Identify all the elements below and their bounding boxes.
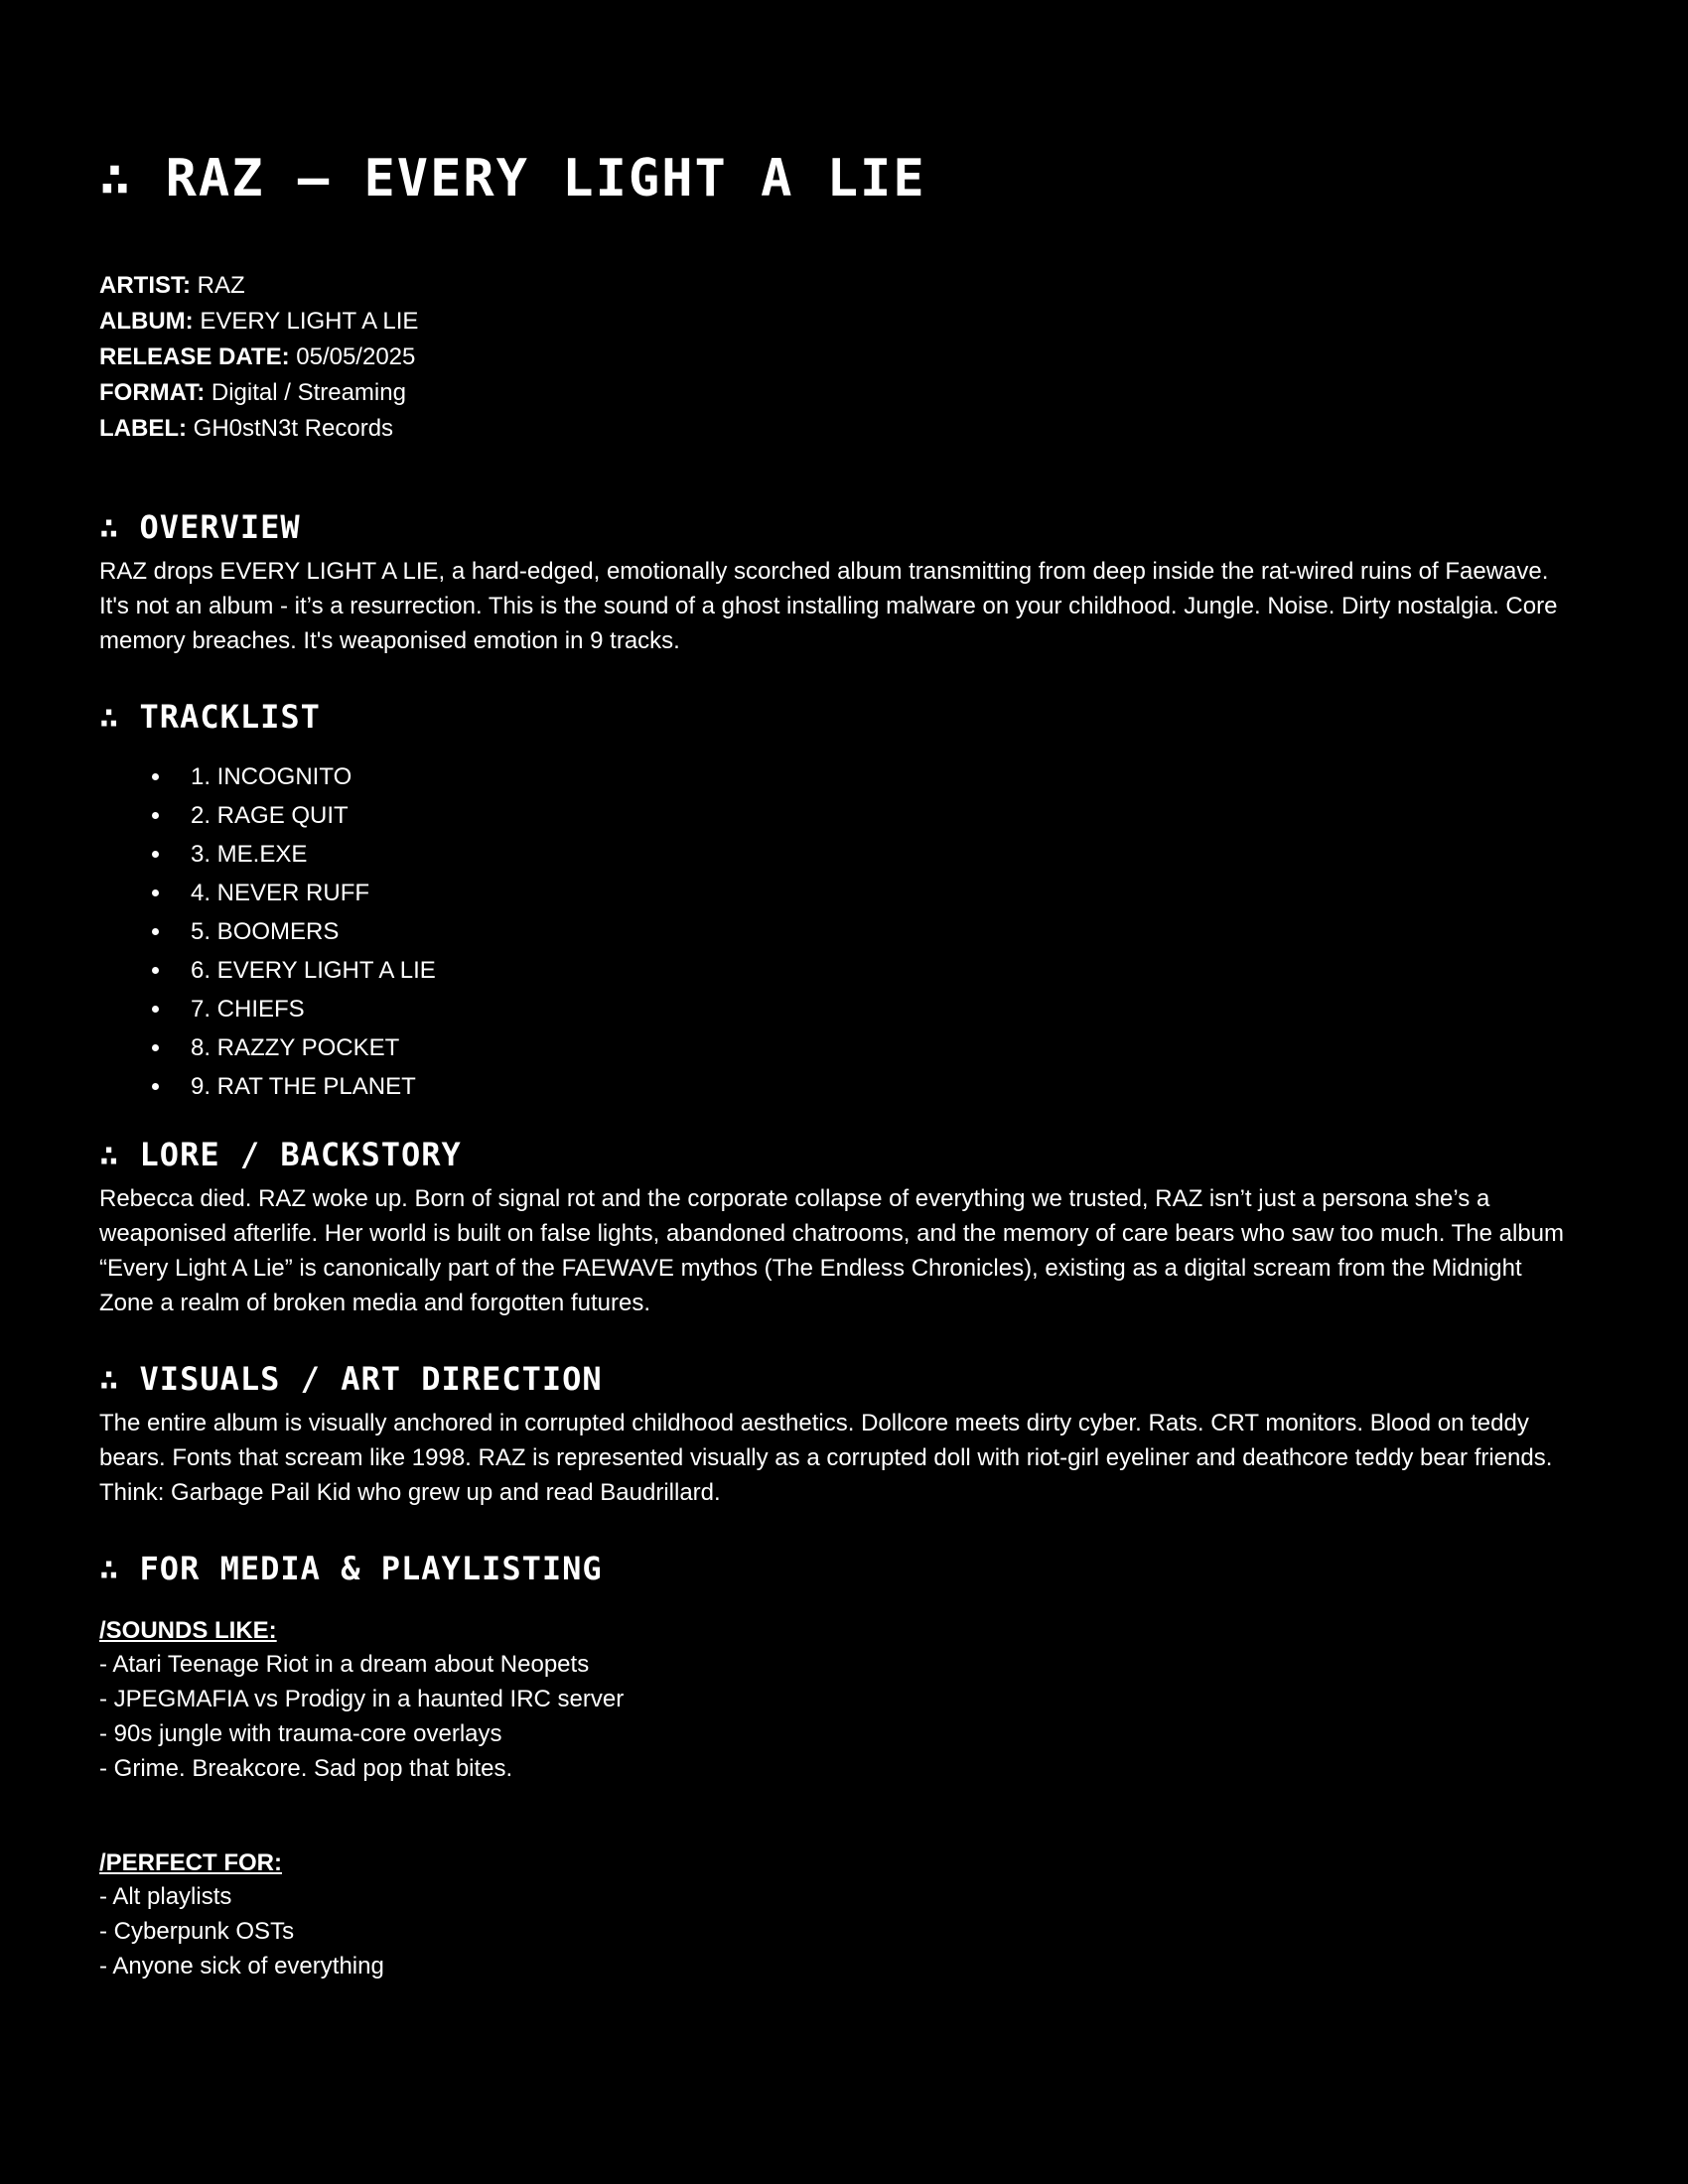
section-body-overview: RAZ drops EVERY LIGHT A LIE, a hard-edged, emotionally scorched album transmitting from deep inside the rat-wired ruins of Faewave. It's not an album - it’s a resurrection. This is the sound of a ghost installing malware on your childhood. Jungle. Noise. Dirty nostalgia. Core memory breaches. It's weaponised emotion in 9 tracks. [99, 558, 1558, 654]
perfect-for-heading: /PERFECT FOR: [99, 1849, 282, 1876]
perfect-for-line: - Alt playlists [99, 1883, 232, 1910]
sounds-like-block [99, 1617, 1569, 1786]
sounds-like-line: - Grime. Breakcore. Sad pop that bites. [99, 1755, 513, 1782]
list-item: • 4. NEVER RUFF [173, 874, 1569, 912]
perfect-for-block [99, 1849, 1569, 1983]
section-heading-visuals: ∴ VISUALS / ART DIRECTION [99, 1360, 603, 1398]
meta-value-label: GH0stN3t Records [193, 415, 394, 442]
list-item: • 1. INCOGNITO [173, 757, 1569, 796]
tracklist [99, 757, 1569, 1106]
meta-value-format: Digital / Streaming [211, 379, 406, 406]
section-heading-media: ∴ FOR MEDIA & PLAYLISTING [99, 1550, 603, 1587]
meta-label-artist: ARTIST: [99, 272, 191, 299]
section-heading-overview: ∴ OVERVIEW [99, 508, 301, 546]
meta-value-artist: RAZ [197, 272, 245, 299]
meta-row-release-date [99, 340, 1569, 375]
section-body-lore: Rebecca died. RAZ woke up. Born of signal rot and the corporate collapse of everything we trusted, RAZ isn’t just a persona she’s a weaponised afterlife. Her world is built on false lights, abandoned chatrooms, and the memory of care bears who saw too much. The album “Every Light A Lie” is canonically part of the FAEWAVE mythos (The Endless Chronicles), existing as a digital scream from the Midnight Zone a realm of broken media and forgotten futures. [99, 1185, 1565, 1316]
page-title: ∴ RAZ – EVERY LIGHT A LIE [99, 149, 926, 208]
sounds-like-heading: /SOUNDS LIKE: [99, 1617, 277, 1644]
sounds-like-line: - 90s jungle with trauma-core overlays [99, 1720, 502, 1747]
perfect-for-line: - Anyone sick of everything [99, 1953, 384, 1979]
perfect-for-line: - Cyberpunk OSTs [99, 1918, 295, 1945]
metadata-block [99, 268, 1569, 447]
meta-row-format [99, 375, 1569, 411]
meta-label-release-date: RELEASE DATE: [99, 343, 290, 370]
meta-label-album: ALBUM: [99, 308, 194, 335]
list-item: • 5. BOOMERS [173, 912, 1569, 951]
section-heading-lore: ∴ LORE / BACKSTORY [99, 1136, 462, 1173]
list-item: • 9. RAT THE PLANET [173, 1067, 1569, 1106]
meta-value-release-date: 05/05/2025 [296, 343, 416, 370]
block-spacer [99, 1794, 1569, 1820]
section-heading-tracklist: ∴ TRACKLIST [99, 698, 321, 736]
list-item: • 6. EVERY LIGHT A LIE [173, 951, 1569, 990]
meta-label-label: LABEL: [99, 415, 187, 442]
list-item: • 7. CHIEFS [173, 990, 1569, 1028]
list-item: • 8. RAZZY POCKET [173, 1028, 1569, 1067]
meta-row-label [99, 411, 1569, 447]
meta-row-artist [99, 268, 1569, 304]
meta-label-format: FORMAT: [99, 379, 206, 406]
sounds-like-line: - Atari Teenage Riot in a dream about Neopets [99, 1651, 590, 1678]
list-item: • 2. RAGE QUIT [173, 796, 1569, 835]
list-item: • 3. ME.EXE [173, 835, 1569, 874]
section-body-visuals: The entire album is visually anchored in corrupted childhood aesthetics. Dollcore meets dirty cyber. Rats. CRT monitors. Blood on teddy bears. Fonts that scream like 1998. RAZ is represented visually as a corrupted doll with riot-girl eyeliner and deathcore teddy bear friends. Think: Garbage Pail Kid who grew up and read Baudrillard. [99, 1410, 1553, 1506]
meta-row-album [99, 304, 1569, 340]
sounds-like-line: - JPEGMAFIA vs Prodigy in a haunted IRC server [99, 1686, 625, 1712]
meta-value-album: EVERY LIGHT A LIE [200, 308, 419, 335]
